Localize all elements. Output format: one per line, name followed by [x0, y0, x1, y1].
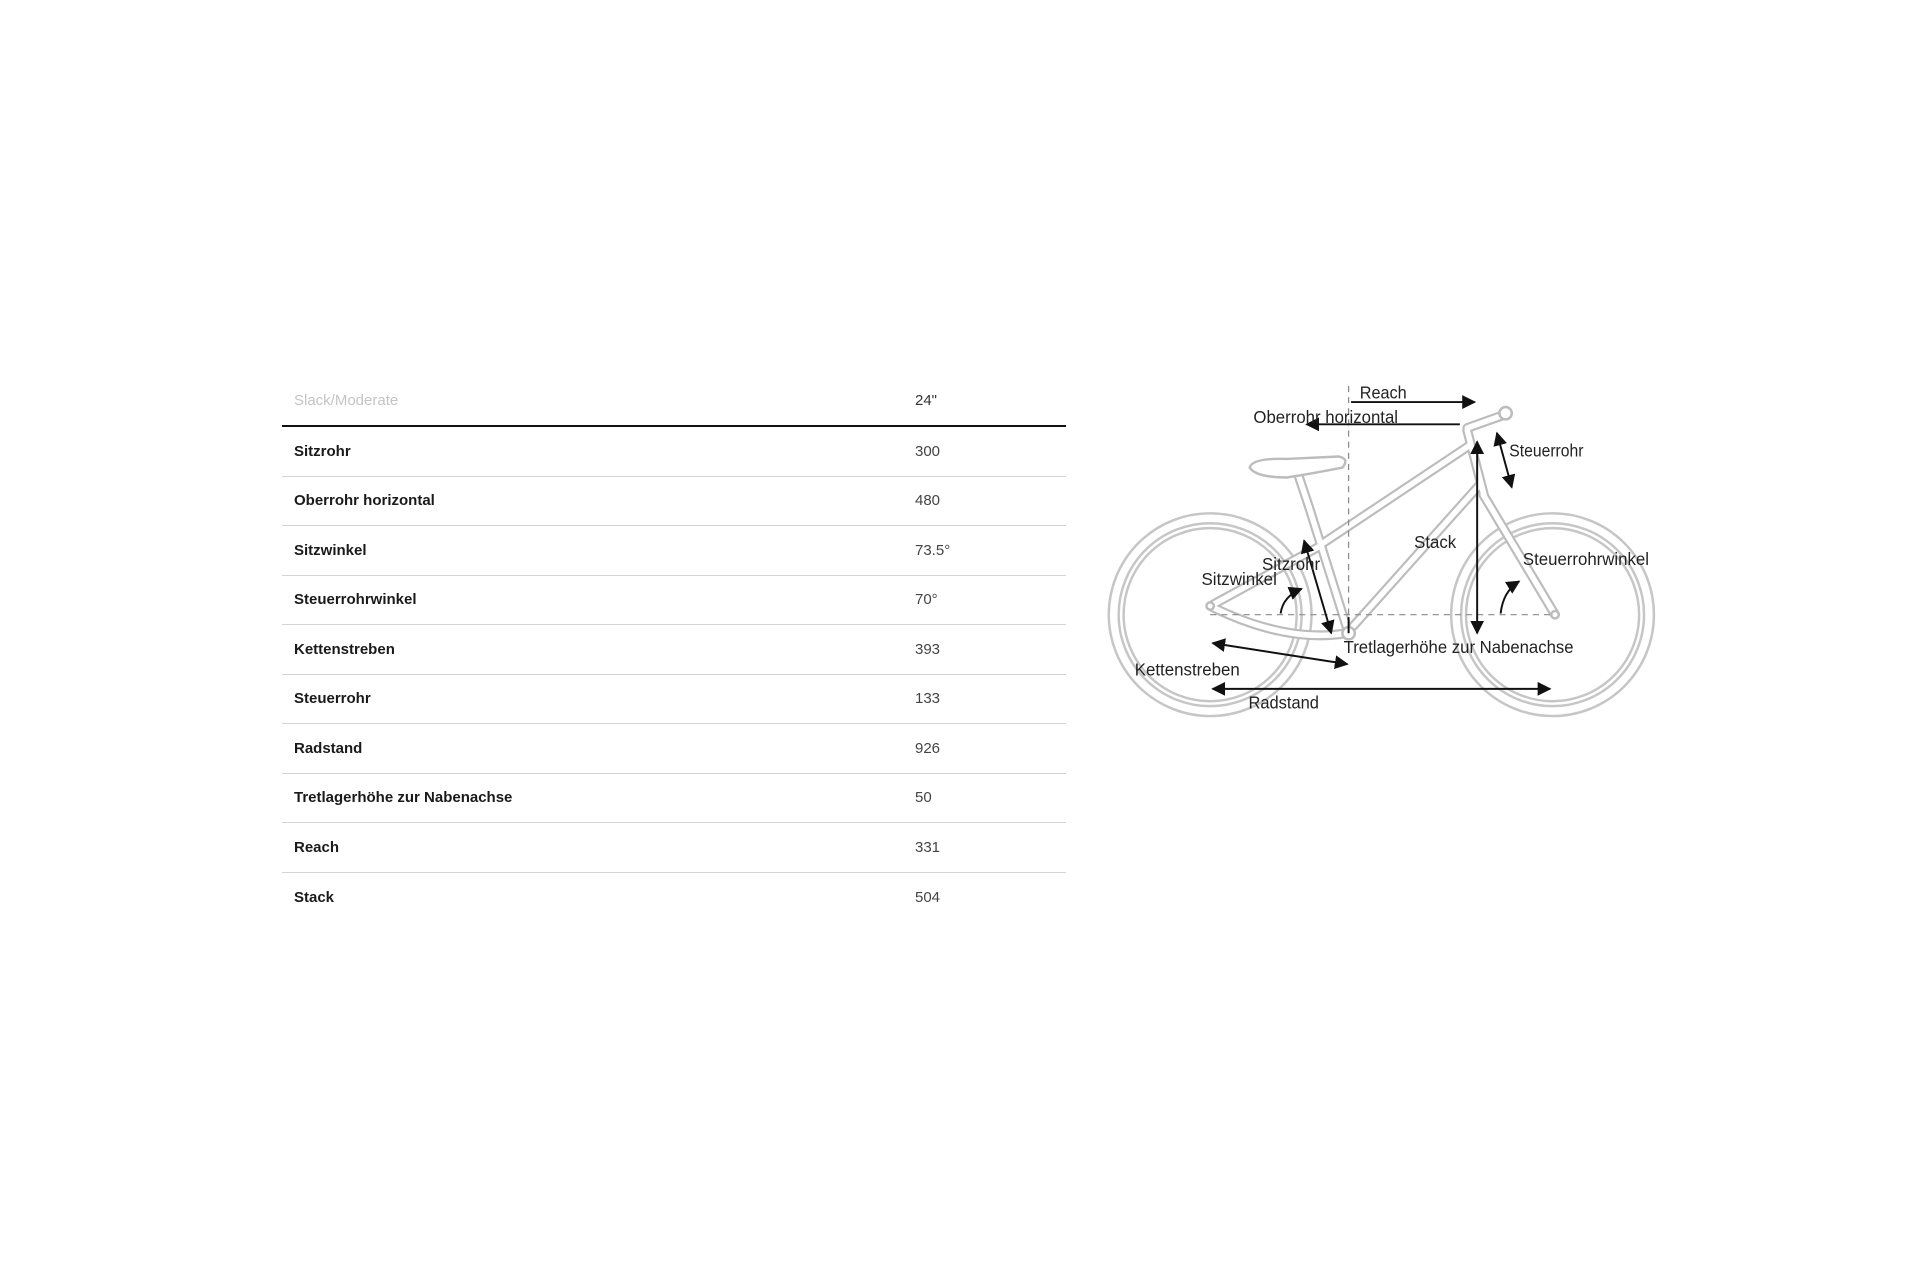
row-value: 504: [915, 888, 941, 906]
row-label: Kettenstreben: [294, 640, 395, 658]
table-row: [282, 477, 1066, 527]
table-row: [282, 625, 1066, 675]
row-value: 50: [915, 789, 932, 807]
row-label: Sitzrohr: [294, 442, 351, 460]
table-header-size: 24": [915, 392, 938, 409]
row-value: 73.5°: [915, 541, 951, 559]
label-top-tube-horizontal: Oberrohr horizontal: [1253, 407, 1399, 428]
table-header-variant: Slack/Moderate: [294, 392, 399, 409]
label-seat-tube: Sitzrohr: [1262, 554, 1321, 575]
rear-axle: [1206, 602, 1213, 609]
row-value: 393: [915, 640, 941, 658]
row-value: 70°: [915, 591, 938, 609]
table-row: [282, 675, 1066, 725]
row-label: Tretlagerhöhe zur Nabenachse: [294, 789, 513, 807]
table-row: [282, 873, 1066, 923]
head-angle-arc: [1501, 581, 1520, 613]
label-reach: Reach: [1359, 382, 1407, 403]
label-chainstay: Kettenstreben: [1134, 659, 1240, 680]
row-value: 300: [915, 442, 941, 460]
label-stack: Stack: [1414, 531, 1457, 552]
row-value: 331: [915, 838, 941, 856]
geometry-table: [282, 376, 1066, 922]
handlebar: [1499, 407, 1511, 419]
table-row: [282, 427, 1066, 477]
table-row: [282, 526, 1066, 576]
label-bb-drop: Tretlagerhöhe zur Nabenachse: [1343, 637, 1574, 658]
saddle: [1250, 456, 1346, 477]
row-label: Oberrohr horizontal: [294, 492, 435, 510]
row-value: 480: [915, 492, 941, 510]
row-label: Stack: [294, 888, 335, 906]
row-label: Steuerrohr: [294, 690, 371, 708]
front-axle: [1551, 611, 1558, 618]
table-row: [282, 724, 1066, 774]
bike-geometry-diagram: [1089, 371, 1670, 736]
row-value: 133: [915, 690, 941, 708]
table-header-row: [282, 376, 1066, 427]
label-head-tube: Steuerrohr: [1509, 440, 1584, 461]
table-row: [282, 774, 1066, 824]
row-label: Sitzwinkel: [294, 541, 367, 559]
table-row: [282, 576, 1066, 626]
row-label: Steuerrohrwinkel: [294, 591, 417, 609]
label-head-angle: Steuerrohrwinkel: [1522, 549, 1649, 570]
row-label: Reach: [294, 838, 340, 856]
label-seat-angle: Sitzwinkel: [1201, 569, 1277, 590]
row-label: Radstand: [294, 739, 363, 757]
label-wheelbase: Radstand: [1248, 692, 1319, 713]
table-row: [282, 823, 1066, 873]
row-value: 926: [915, 739, 941, 757]
